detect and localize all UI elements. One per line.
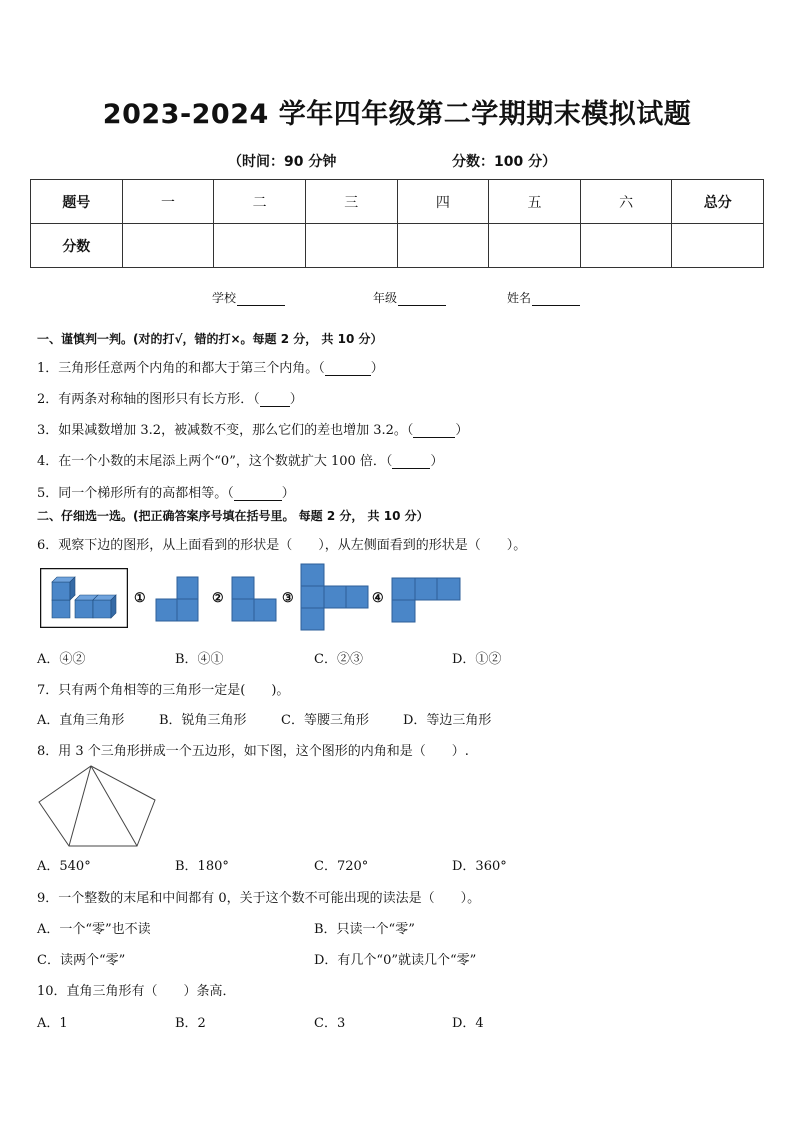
q8-option-a[interactable]: A．540°	[37, 859, 91, 874]
table-header-cell: 五	[489, 180, 581, 224]
school-label: 学校	[212, 291, 237, 305]
question-7: 7．只有两个角相等的三角形一定是( )。	[37, 683, 290, 698]
question-6: 6．观察下边的图形，从上面看到的形状是（ ），从左侧面看到的形状是（ ）。	[37, 538, 527, 553]
answer-blank[interactable]	[234, 488, 282, 501]
score-cell[interactable]	[214, 224, 306, 268]
question-4: 4．在一个小数的末尾添上两个“0”，这个数就扩大 100 倍．（ ）	[37, 454, 444, 469]
q6-option-d[interactable]: D．①②	[452, 652, 502, 667]
grade-blank[interactable]	[398, 293, 446, 306]
view-figure-4	[391, 577, 462, 623]
table-row-label: 分数	[31, 224, 123, 268]
q7-option-c[interactable]: C．等腰三角形	[281, 713, 369, 728]
name-field[interactable]	[507, 289, 580, 306]
q6-option-b[interactable]: B．④①	[175, 652, 224, 667]
time-label: （时间：90 分钟	[228, 154, 337, 170]
q6-option-a[interactable]: A．④②	[37, 652, 86, 667]
q10-option-b[interactable]: B．2	[175, 1016, 206, 1031]
name-label: 姓名	[507, 291, 532, 305]
table-header-cell: 总分	[672, 180, 764, 224]
q10-option-a[interactable]: A．1	[37, 1016, 68, 1031]
option-mark-4: ④	[372, 591, 384, 606]
score-table-score-row	[31, 224, 764, 268]
score-cell[interactable]	[122, 224, 214, 268]
score-table	[30, 179, 764, 268]
cube	[52, 577, 75, 600]
score-cell[interactable]	[672, 224, 764, 268]
q7-option-b[interactable]: B．锐角三角形	[159, 713, 247, 728]
table-header-cell: 六	[580, 180, 672, 224]
school-blank[interactable]	[237, 293, 285, 306]
table-header-cell: 四	[397, 180, 489, 224]
q7-option-d[interactable]: D．等边三角形	[403, 713, 492, 728]
table-header-cell: 一	[122, 180, 214, 224]
score-cell[interactable]	[397, 224, 489, 268]
option-mark-1: ①	[134, 591, 146, 606]
q9-option-a[interactable]: A．一个“零”也不读	[37, 922, 151, 937]
score-cell[interactable]	[305, 224, 397, 268]
answer-blank[interactable]	[325, 363, 371, 376]
page-title: 2023-2024 学年四年级第二学期期末模拟试题	[102, 99, 692, 130]
table-header-cell: 二	[214, 180, 306, 224]
option-mark-2: ②	[212, 591, 224, 606]
q8-option-b[interactable]: B．180°	[175, 859, 229, 874]
q7-option-a[interactable]: A．直角三角形	[37, 713, 125, 728]
section1-heading: 一、谨慎判一判。(对的打√，错的打×。每题 2 分， 共 10 分）	[37, 332, 383, 346]
section2-heading: 二、仔细选一选。(把正确答案序号填在括号里。 每题 2 分， 共 10 分）	[37, 509, 429, 523]
table-header-cell: 三	[305, 180, 397, 224]
view-figure-3	[300, 563, 370, 631]
q9-option-d[interactable]: D．有几个“0”就读几个“零”	[314, 953, 477, 968]
cube	[93, 595, 116, 618]
q9-option-c[interactable]: C．读两个“零”	[37, 953, 126, 968]
question-9: 9．一个整数的末尾和中间都有 0，关于这个数不可能出现的读法是（ ）。	[37, 891, 481, 906]
q8-option-d[interactable]: D．360°	[452, 859, 507, 874]
option-mark-3: ③	[282, 591, 294, 606]
pentagon-figure	[37, 764, 159, 848]
answer-blank[interactable]	[413, 425, 455, 438]
view-figure-2	[231, 576, 277, 622]
q9-option-b[interactable]: B．只读一个“零”	[314, 922, 415, 937]
question-3: 3．如果减数增加 3.2，被减数不变，那么它们的差也增加 3.2。（ ）	[37, 423, 469, 438]
q6-option-c[interactable]: C．②③	[314, 652, 363, 667]
table-header-cell: 题号	[31, 180, 123, 224]
answer-blank[interactable]	[392, 456, 430, 469]
school-field[interactable]	[212, 289, 285, 306]
score-cell[interactable]	[580, 224, 672, 268]
question-8: 8．用 3 个三角形拼成一个五边形，如下图，这个图形的内角和是（ ）.	[37, 744, 469, 759]
cube-3d-figure	[40, 568, 128, 628]
question-5: 5．同一个梯形所有的高都相等。（ ）	[37, 486, 295, 501]
q10-option-c[interactable]: C．3	[314, 1016, 346, 1031]
answer-blank[interactable]	[260, 394, 290, 407]
q8-option-c[interactable]: C．720°	[314, 859, 369, 874]
question-10: 10．直角三角形有（ ）条高．	[37, 984, 236, 999]
grade-field[interactable]	[373, 289, 446, 306]
score-label: 分数：100 分）	[452, 154, 557, 170]
score-table-header-row	[31, 180, 764, 224]
score-cell[interactable]	[489, 224, 581, 268]
question-2: 2．有两条对称轴的图形只有长方形．（ ）	[37, 392, 303, 407]
name-blank[interactable]	[532, 293, 580, 306]
view-figure-1	[155, 576, 199, 622]
question-1: 1．三角形任意两个内角的和都大于第三个内角。（ ）	[37, 361, 384, 376]
q10-option-d[interactable]: D．4	[452, 1016, 484, 1031]
grade-label: 年级	[373, 291, 398, 305]
